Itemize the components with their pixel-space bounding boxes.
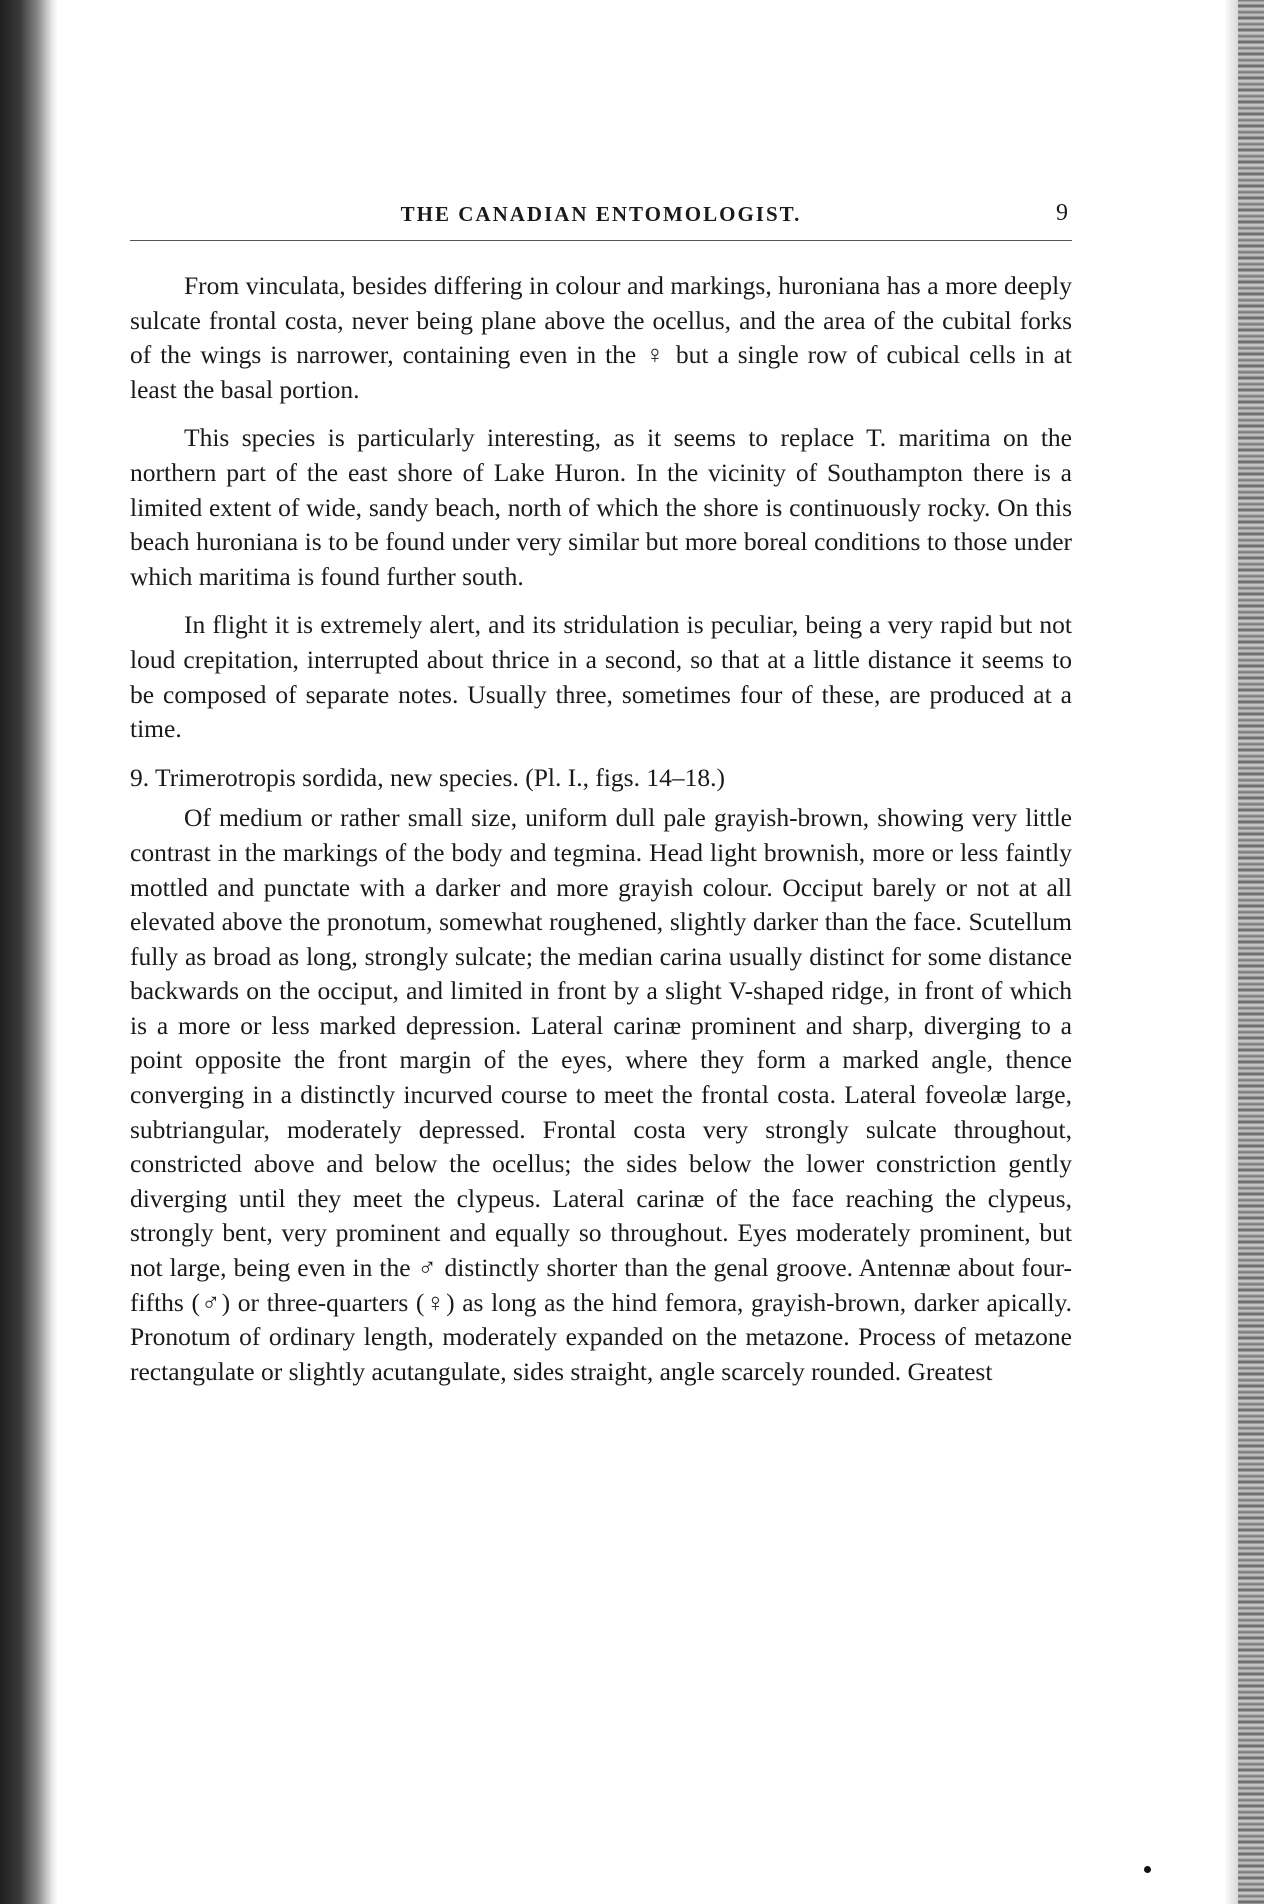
page-header <box>130 200 1072 241</box>
paragraph-stridulation: In flight it is extremely alert, and its stridulation is peculiar, being a very rapid but not loud crepitation, interrupted about thrice in a second, so that at a little distance it seems to be composed of separate notes. Usually three, sometimes four of these, are produced at a time. <box>130 610 1072 744</box>
scan-left-edge <box>0 0 58 1904</box>
paragraph-distribution: This species is particularly interesting, as it seems to replace T. maritima on the northern part of the east shore of Lake Huron. In the vicinity of Southampton there is a limited extent of wide, sandy beach, north of which the shore is continuously rocky. On this beach huroniana is to be found under very similar but more boreal conditions to those under which maritima is found further south. <box>130 423 1072 591</box>
scan-right-shadow <box>1224 0 1238 1904</box>
page <box>130 200 1072 1403</box>
paragraph-comparison: From vinculata, besides differing in colour and markings, huroniana has a more deeply sulcate frontal costa, never being plane above the ocellus, and the area of the cubital forks of the wings is narrower, containing even in the ♀ but a single row of cubical cells in at least the basal portion. <box>130 271 1072 404</box>
scan-right-edge <box>1238 0 1264 1904</box>
page-body <box>130 269 1072 1389</box>
species-heading: 9. Trimerotropis sordida, new species. (Pl. I., figs. 14–18.) <box>130 762 725 792</box>
paragraph-description: Of medium or rather small size, uniform dull pale grayish-brown, showing very little contrast in the markings of the body and tegmina. Head light brownish, more or less faintly mottled and punctate with a darker and more grayish colour. Occiput barely or not at all elevated above the pronotum, somewhat roughened, slightly darker than the face. Scutellum fully as broad as long, strongly sulcate; the median carina usually distinct for some distance backwards on the occiput, and limited in front by a slight V-shaped ridge, in front of which is a more or less marked depression. Lateral carinæ prominent and sharp, diverging to a point opposite the front margin of the eyes, where they form a marked angle, thence converging in a distinctly incurved course to meet the frontal costa. Lateral foveolæ large, subtriangular, moderately depressed. Frontal costa very strongly sulcate throughout, constricted above and below the ocellus; the sides below the lower constriction gently diverging until they meet the clypeus. Lateral carinæ of the face reaching the clypeus, strongly bent, very prominent and equally so throughout. Eyes moderately prominent, but not large, being even in the ♂ distinctly shorter than the genal groove. Antennæ about four-fifths (♂) or three-quarters (♀) as long as the hind femora, grayish-brown, darker apically. Pronotum of ordinary length, moderately expanded on the metazone. Process of metazone rectangulate or slightly acutangulate, sides straight, angle scarcely rounded. Greatest <box>130 803 1072 1386</box>
page-number: 9 <box>1056 200 1068 226</box>
scan-speck <box>1144 1866 1151 1873</box>
running-head: THE CANADIAN ENTOMOLOGIST. <box>400 202 802 226</box>
